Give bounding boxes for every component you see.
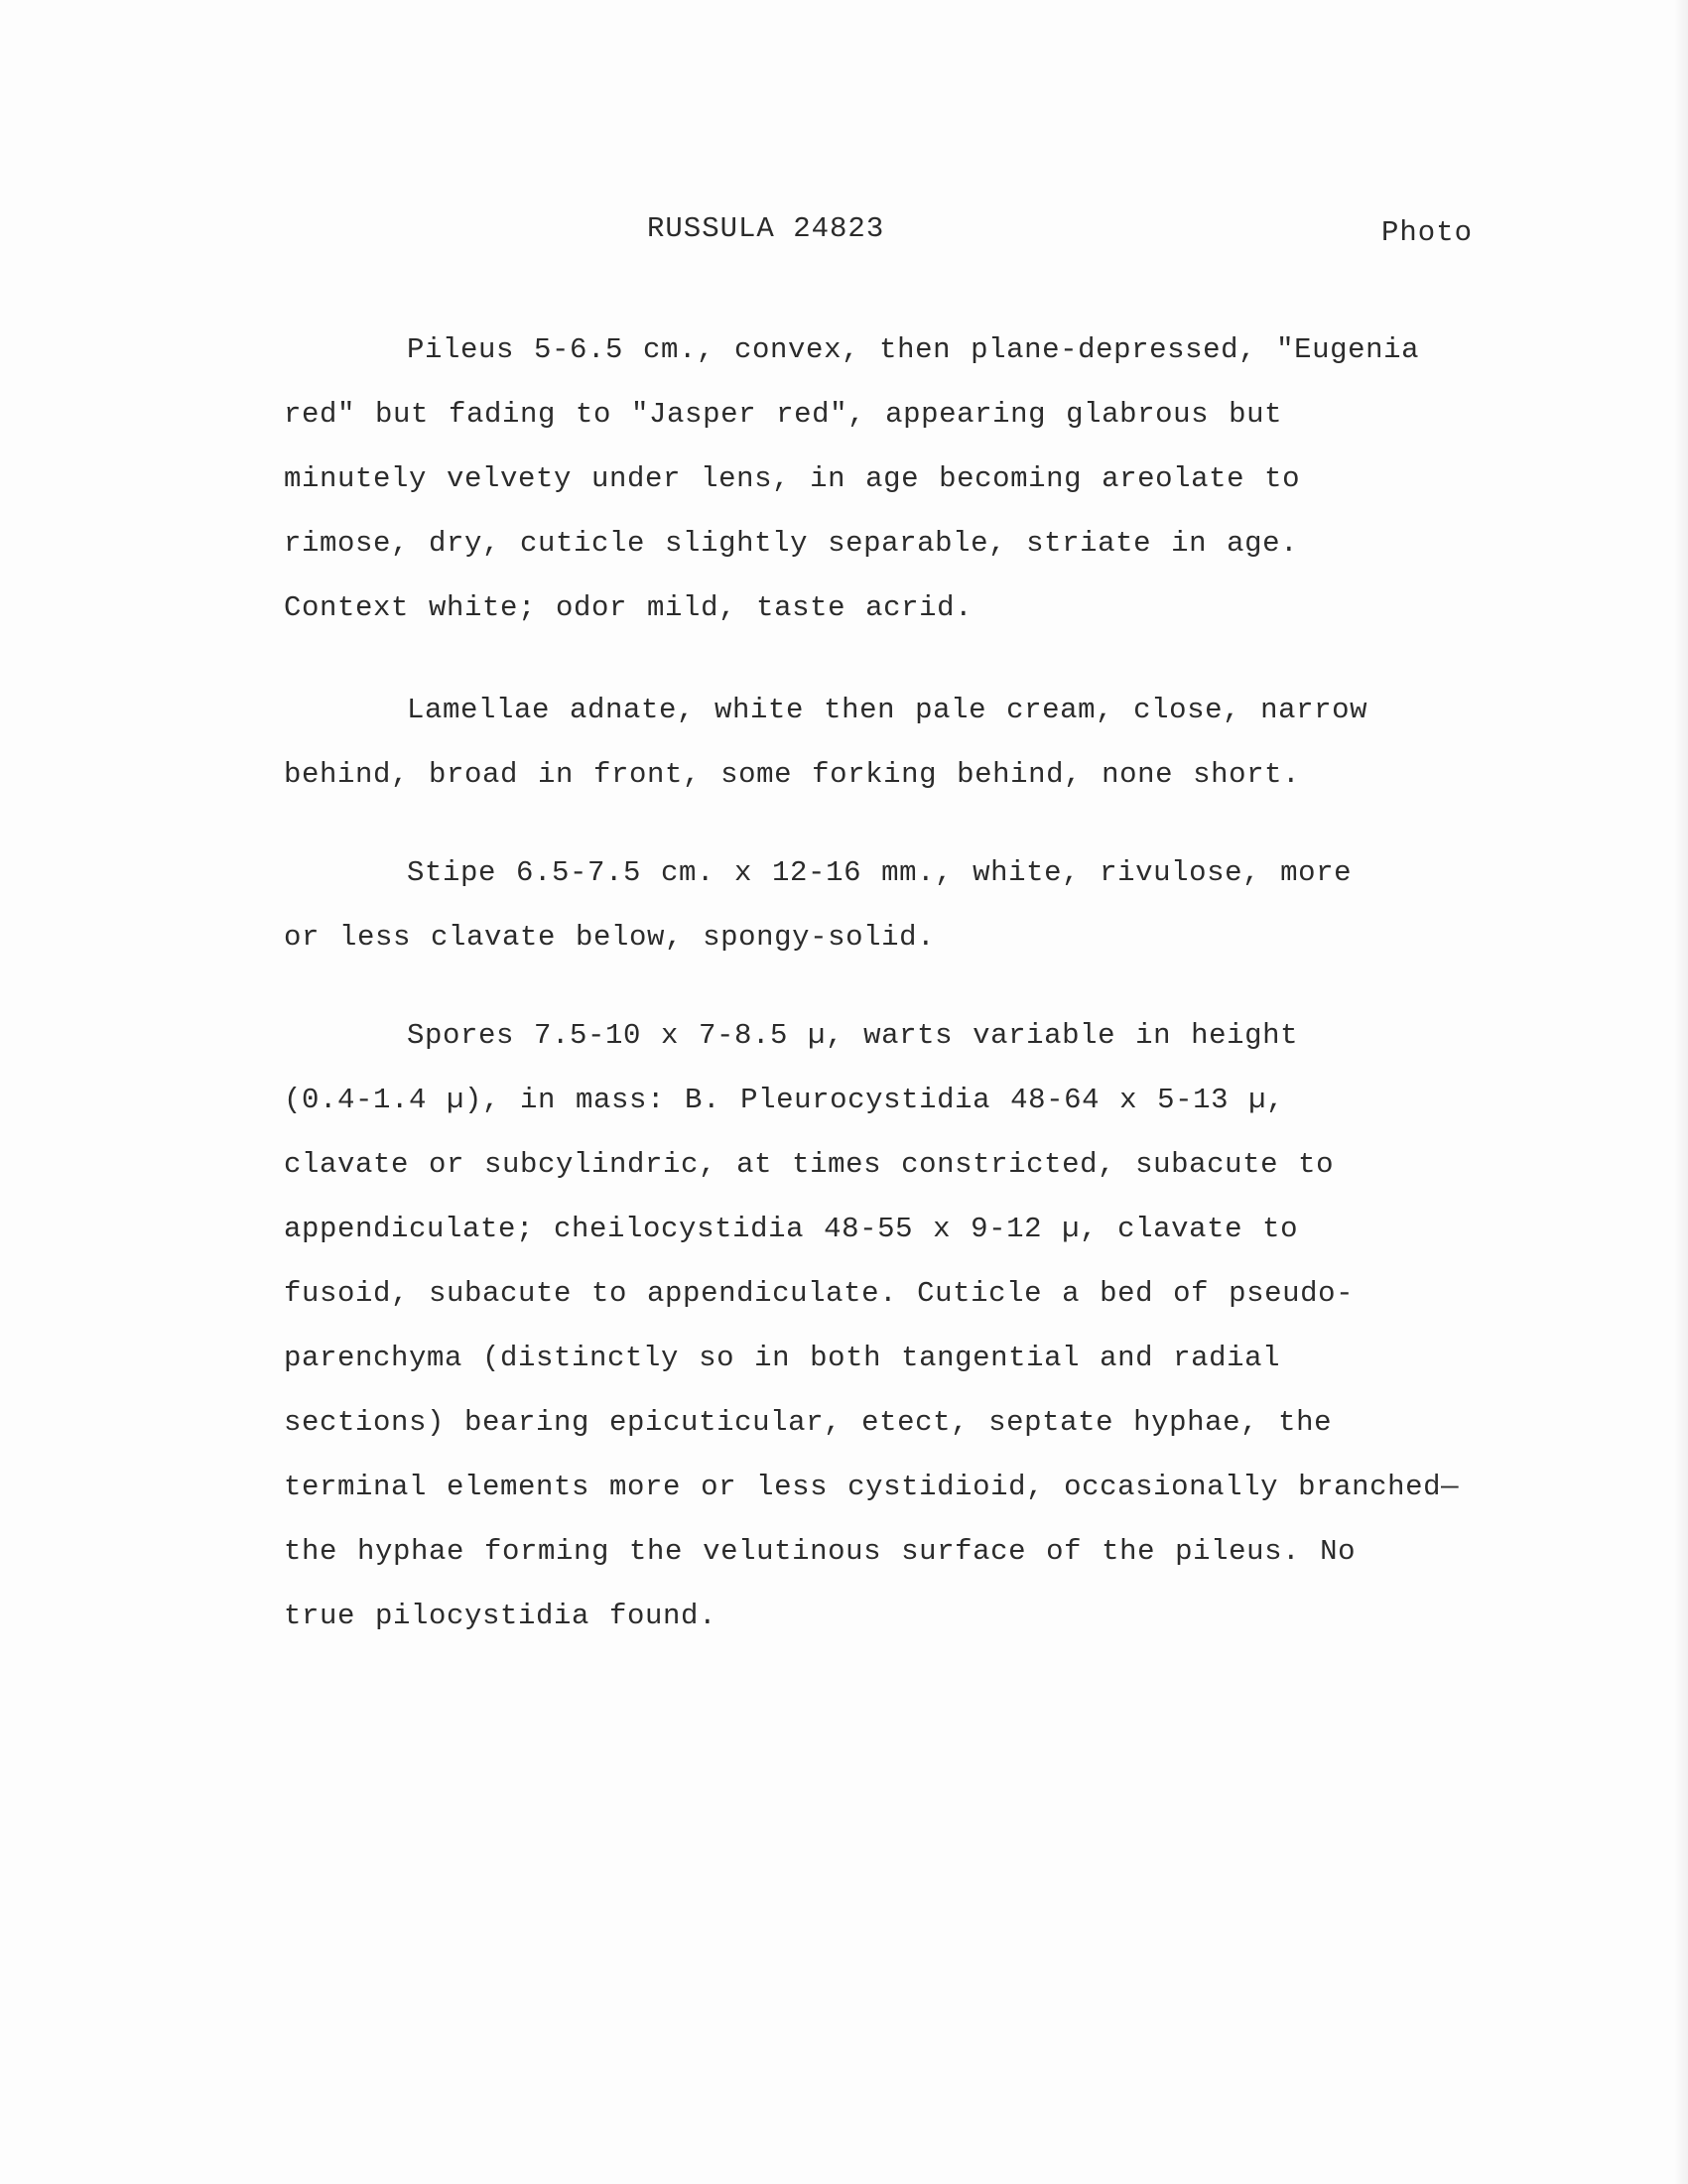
spores-paragraph (284, 1003, 1614, 1648)
text-line: minutely velvety under lens, in age becoming areolate to (284, 462, 1301, 495)
text-line: rimose, dry, cuticle slightly separable, striate in age. (284, 527, 1299, 560)
text-line: parenchyma (distinctly so in both tangential and radial (284, 1342, 1281, 1374)
text-line: the hyphae forming the velutinous surface of the pileus. No (284, 1535, 1357, 1568)
page-edge-shadow (1674, 0, 1688, 2184)
text-line: behind, broad in front, some forking behind, none short. (284, 758, 1301, 791)
pileus-paragraph (284, 318, 1614, 640)
text-line: clavate or subcylindric, at times constricted, subacute to (284, 1148, 1335, 1181)
specimen-title: RUSSULA 24823 (647, 212, 885, 245)
lamellae-paragraph (284, 678, 1614, 807)
photo-label: Photo (1381, 216, 1474, 249)
text-line: (0.4-1.4 µ), in mass: B. Pleurocystidia 48-64 x 5-13 µ, (284, 1084, 1285, 1116)
text-line: sections) bearing epicuticular, etect, septate hyphae, the (284, 1406, 1333, 1439)
text-line: Spores 7.5-10 x 7-8.5 µ, warts variable in height (407, 1019, 1299, 1052)
text-line: red" but fading to "Jasper red", appearing glabrous but (284, 398, 1283, 431)
text-line: Context white; odor mild, taste acrid. (284, 591, 974, 624)
text-line: or less clavate below, spongy-solid. (284, 921, 936, 954)
text-line: fusoid, subacute to appendiculate. Cuticle a bed of pseudo- (284, 1277, 1355, 1310)
text-line: terminal elements more or less cystidioid, occasionally branched— (284, 1471, 1460, 1503)
text-line: true pilocystidia found. (284, 1600, 717, 1632)
text-line: Stipe 6.5-7.5 cm. x 12-16 mm., white, rivulose, more (407, 856, 1353, 889)
text-line: Lamellae adnate, white then pale cream, close, narrow (407, 694, 1368, 726)
text-line: Pileus 5-6.5 cm., convex, then plane-depressed, "Eugenia (407, 333, 1420, 366)
stipe-paragraph (284, 840, 1614, 969)
text-line: appendiculate; cheilocystidia 48-55 x 9-12 µ, clavate to (284, 1213, 1299, 1245)
